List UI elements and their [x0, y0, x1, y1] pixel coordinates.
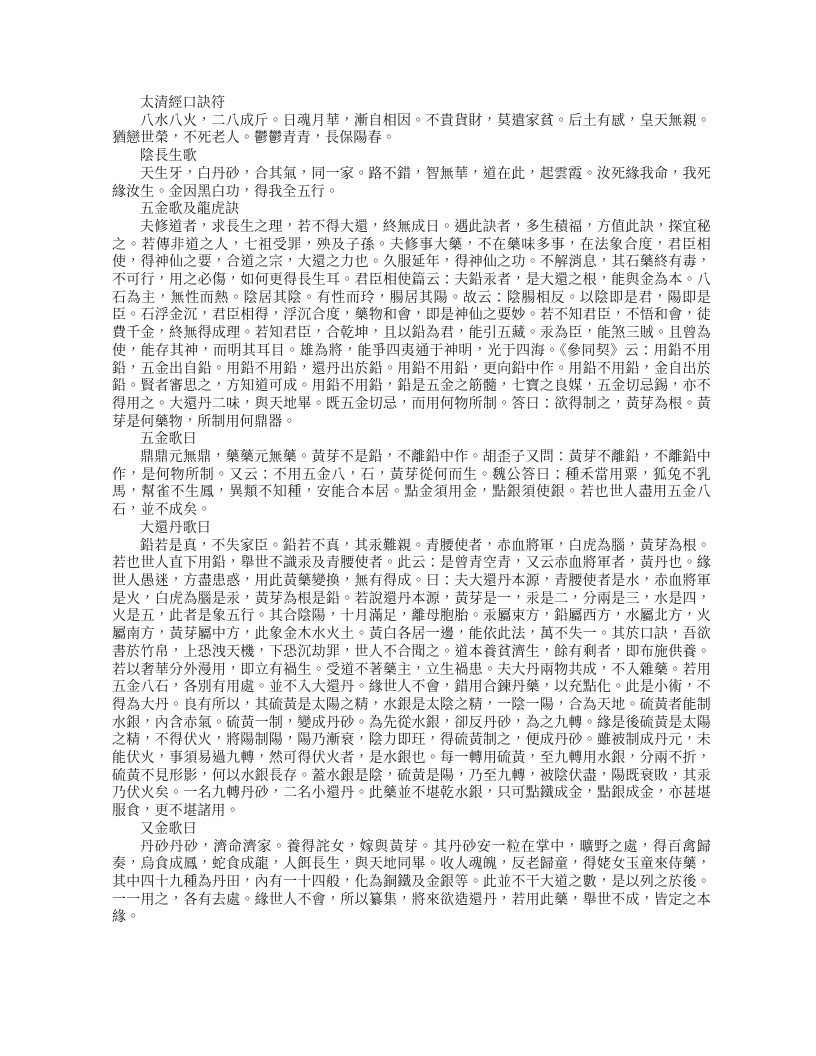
section-heading: 陰長生歌	[140, 149, 197, 165]
section-heading: 五金歌及龍虎訣	[140, 202, 240, 218]
section-heading: 大還丹歌曰	[140, 520, 211, 536]
section-paragraph: 八水八火，二八成斤。日魂月華，漸自相因。不貴貨財，莫遣家貧。后土有感，皇天無親。猶戀世榮，不死老人。鬱鬱青青，長保陽春。	[112, 113, 711, 147]
section-paragraph: 丹砂丹砂，濟命濟家。養得詫女，嫁與黃芽。其丹砂安一粒在掌中，曠野之處，得百禽歸奏，烏食成鳳，蛇食成龍，人餌長生，與天地同畢。收人魂魄，反老歸童，得姥女玉童來侍藥，其中四十九種為丹田，內有一十四般，化為銅鐵及金銀等。此並不干大道之數，是以列之於後。一一用之，各有去處。緣世人不會，所以纂集，將來欲造還丹，若用此藥，舉世不成，皆定之本緣。	[112, 839, 711, 926]
section-paragraph: 鼎鼎元無鼎，藥藥元無藥。黃芽不是鉛，不離鉛中作。胡歪子又問：黃芽不離鉛，不離鉛中作，是何物所制。又云：不用五金八，石，黃芽從何而生。魏公答曰：種禾當用粟，狐兔不乳馬，幫雀不生鳳，異類不知種，安能合本居。點金須用金，點銀須使銀。若也世人盡用五金八石，並不成矣。	[112, 450, 711, 519]
text-column	[112, 95, 711, 927]
section-heading: 太清經口訣符	[140, 96, 226, 111]
section-heading: 五金歌曰	[140, 432, 197, 448]
section-paragraph: 夫修道者，求長生之理，若不得大還，終無成日。遇此訣者，多生積福，方值此訣，探宜秘之。若傳非道之人，七祖受罪，殃及子孫。夫修事大藥，不在藥味多事，在法象合度，君臣相使，得神仙之要，合道之宗，大還之力也。久服延年，得神仙之功。不解消息，其石藥終有毒，不可行，用之必傷，如何更得長生耳。君臣相使篇云：夫鉛汞者，是大還之根，能與金為本。八石為主，無性而熱。陰居其陰。有性而玲，腸居其陽。故云：陰腸相反。以陰即是君，陽即是臣。石浮金沉，君臣相得，浮沉合度，藥物和會，即是神仙之要妙。若不知君臣，不悟和會，徒費千金，終無得成理。若知君臣，合乾坤，且以鉛為君，能引五藏。汞為臣，能煞三賊。且曾為使，能存其神，而明其耳目。雄為將，能爭四夷通于神明，光于四海。《參同契》云：用鉛不用鉛，五金出自鉛。用鉛不用鉛，還丹出於鉛。用鉛不用鉛，更向鉛中作。用鉛不用鉛，金自出於鉛。賢者審思之，方知道可成。用鉛不用鉛，鉛是五金之筋髓，七寶之良媒，五金切忌錫，亦不得用之。大還丹二味，與天地畢。既五金切忌，而用何物所制。答曰：欲得制之，黃芽為根。黃芽是何藥物，所制用何鼎器。	[112, 219, 711, 430]
section-paragraph: 鉛若是真，不失家臣。鉛若不真，其汞難親。青腰使者，赤血將軍，白虎為腦，黃芽為根。若也世人直下用鉛，舉世不識汞及青腰使者。此云：是曾青空青，又云赤血將軍者，黃丹也。緣世人愚迷，方盡患惑，用此黃藥變換，無有得成。曰：夫大還丹本源，青腰使者是水，赤血將軍是火，白虎為腦是汞，黃芽為根是鉛。若說還丹本源，黃芽是一，汞是二，分兩是三，水是四，火是五，此者是象五行。其合陰陽，十月滿足，離母胞胎。汞屬束方，鉛屬西方，水屬北方，火屬南方，黃芽屬中方，此象金木水火土。黃白各居一邊，能依此法，萬不失一。其於口訣，吾欲書於竹帛，上恐洩天機，下恐沉劫罪，世人不合聞之。道本養貧濟生，餘有剩者，即布施供養。若以奢華分外漫用，即立有禍生。受道不著藥主，立生禍患。夫大丹兩物共成，不入雜藥。若用五金八石，各別有用處。並不入大還丹。緣世人不會，錯用合鍊丹藥，以充點化。此是小術，不得為大丹。良有所以，其硫黃是太陽之精，水銀是太陰之精，一陰一陽，合為天地。硫黃者能制水銀，內含赤氣。硫黃一制，變成丹砂。為先從水銀，卻反丹砂，為之九轉。緣是後硫黃是太陽之精，不得伏火，將陽制陽，陽乃漸衰，陰力即玨，得硫黃制之，便成丹砂。雖被制成丹元，未能伏火，事須易過九轉，然可得伏火者，是水銀也。每一轉用硫黃，至九轉用水銀，分兩不折，硫黃不見形影，何以水銀長存。蓋水銀是陰，硫黃是陽，乃至九轉，被陰伏盡，陽既衰敗，其汞乃伏火矣。一名九轉丹砂，二名小還丹。此藥並不堪乾水銀，只可點鐵成金，點銀成金，亦甚堪服食，更不堪諸用。	[112, 538, 711, 820]
section-paragraph: 天生牙，白丹砂，合其氣，同一家。路不錯，智無華，道在此，起雲霞。汝死緣我命，我死緣汝生。金因黑白功，得我全五行。	[112, 166, 711, 200]
section-heading: 又金歌曰	[140, 821, 197, 837]
